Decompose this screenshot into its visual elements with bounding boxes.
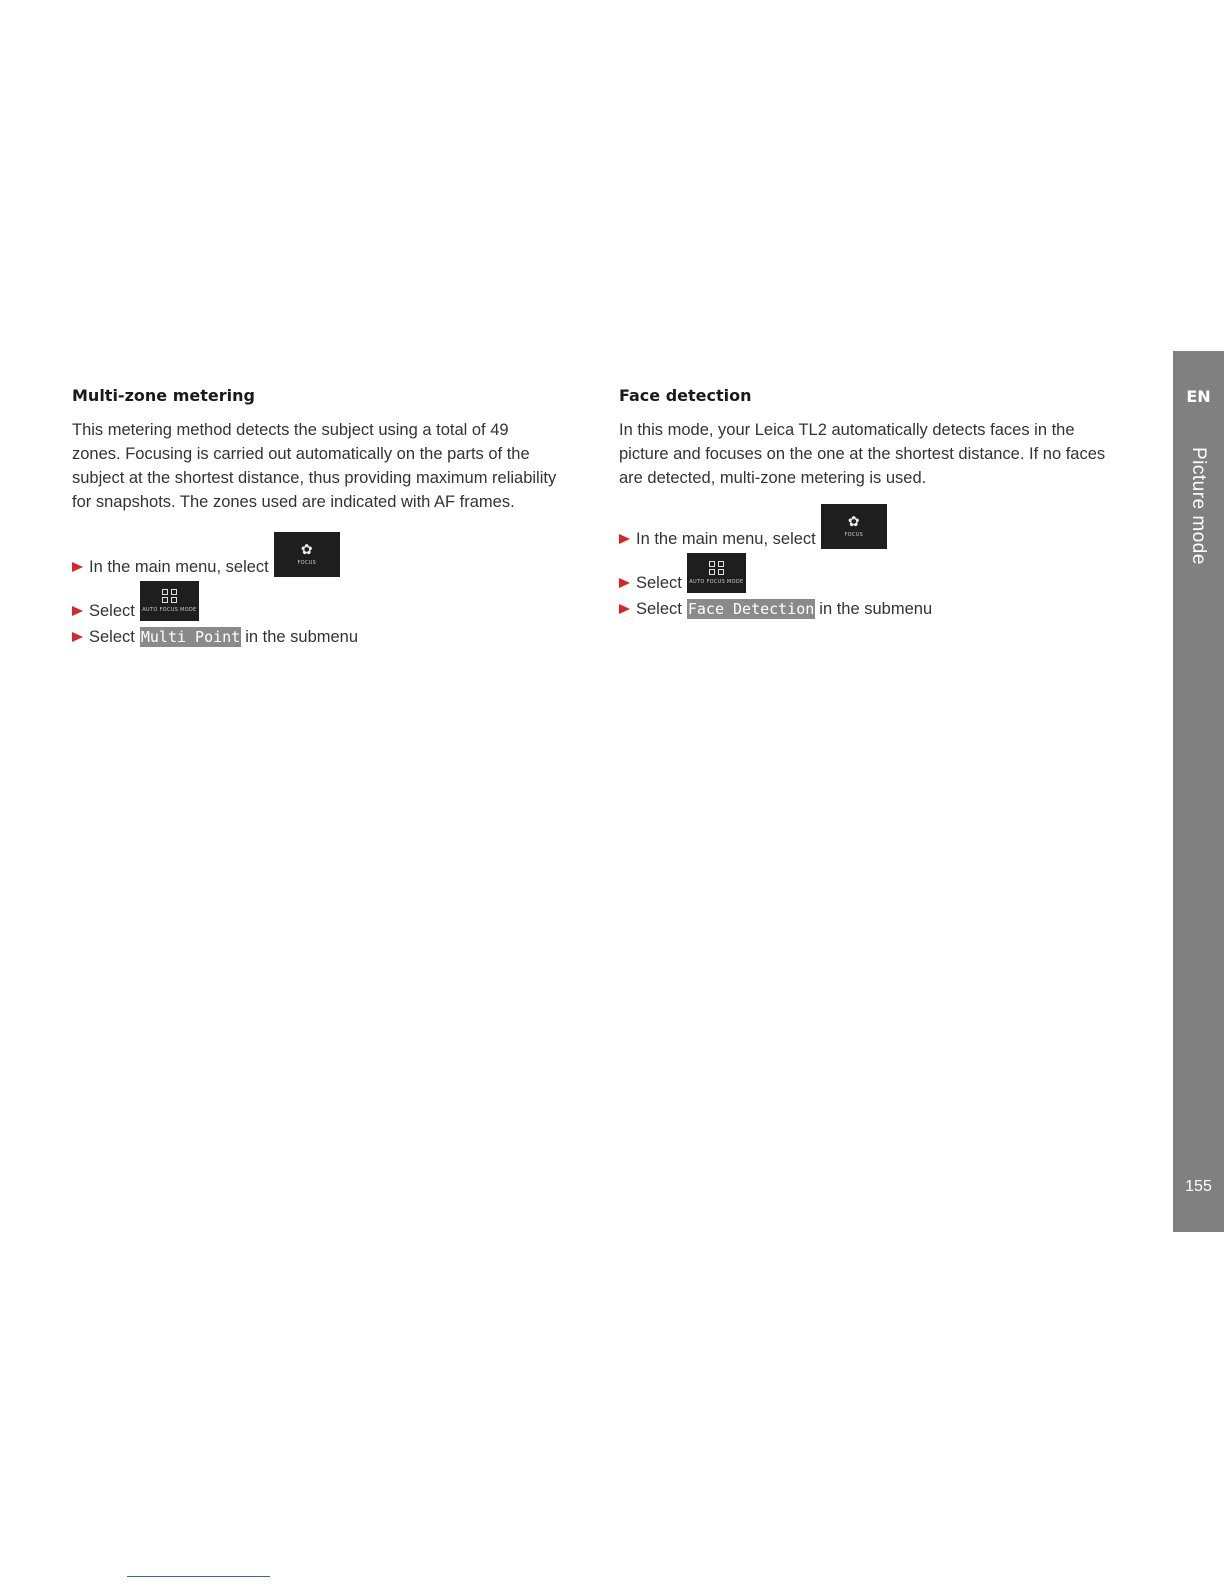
- step-text: in the submenu: [819, 600, 933, 618]
- step-text: In the main menu, select: [89, 558, 269, 576]
- focus-menu-icon: [821, 504, 887, 549]
- step-text: in the submenu: [245, 628, 359, 646]
- auto-focus-mode-menu-icon: [687, 553, 746, 593]
- step-text: Select: [636, 574, 682, 592]
- arrow-bullet-icon: [72, 606, 83, 616]
- arrow-bullet-icon: [72, 632, 83, 642]
- focus-icon-caption: FOCUS: [844, 532, 864, 538]
- body-line: subject at the shortest distance, thus providing maximum reliability: [72, 469, 557, 487]
- af-frame-icon: [162, 589, 177, 603]
- menu-option-highlight: Multi Point: [140, 628, 241, 646]
- step-select-submenu: [619, 597, 1139, 621]
- step-text: Select: [89, 602, 135, 620]
- arrow-bullet-icon: [619, 534, 630, 544]
- step-main-menu: [619, 504, 1139, 551]
- instruction-steps: [619, 504, 1139, 621]
- step-select-af-mode: [619, 553, 1139, 595]
- chapter-side-tab: [1173, 351, 1224, 1232]
- step-text: Select: [636, 600, 682, 618]
- body-line: are detected, multi-zone metering is used.: [619, 469, 927, 487]
- focus-gear-icon: ✿: [300, 541, 313, 557]
- section-title: Face detection: [619, 386, 752, 405]
- af-mode-icon-caption: AUTO FOCUS MODE: [142, 606, 197, 613]
- body-line: picture and focuses on the one at the shortest distance. If no faces: [619, 445, 1106, 463]
- step-select-submenu: [72, 625, 592, 649]
- footer-rule: [127, 1576, 270, 1577]
- auto-focus-mode-menu-icon: [140, 581, 199, 621]
- section-body: [72, 418, 592, 514]
- page-number: 155: [1185, 1178, 1212, 1195]
- arrow-bullet-icon: [72, 562, 83, 572]
- step-main-menu: [72, 532, 592, 579]
- arrow-bullet-icon: [619, 578, 630, 588]
- face-detection-section: [619, 386, 1139, 623]
- body-line: zones. Focusing is carried out automatically on the parts of the: [72, 445, 530, 463]
- body-line: In this mode, your Leica TL2 automatically detects faces in the: [619, 421, 1075, 439]
- af-frame-icon: [709, 561, 724, 575]
- body-line: for snapshots. The zones used are indicated with AF frames.: [72, 493, 515, 511]
- af-mode-icon-caption: AUTO FOCUS MODE: [689, 578, 744, 585]
- focus-gear-icon: ✿: [847, 513, 860, 529]
- section-title: Multi-zone metering: [72, 386, 255, 405]
- multi-zone-section: [72, 386, 592, 651]
- focus-menu-icon: [274, 532, 340, 577]
- instruction-steps: [72, 532, 592, 649]
- chapter-label: Picture mode: [1188, 447, 1209, 565]
- step-text: Select: [89, 628, 135, 646]
- focus-icon-caption: FOCUS: [297, 560, 317, 566]
- step-text: In the main menu, select: [636, 530, 816, 548]
- menu-option-highlight: Face Detection: [687, 600, 815, 618]
- step-select-af-mode: [72, 581, 592, 623]
- language-label: EN: [1186, 387, 1211, 406]
- body-line: This metering method detects the subject using a total of 49: [72, 421, 509, 439]
- section-body: [619, 418, 1139, 490]
- arrow-bullet-icon: [619, 604, 630, 614]
